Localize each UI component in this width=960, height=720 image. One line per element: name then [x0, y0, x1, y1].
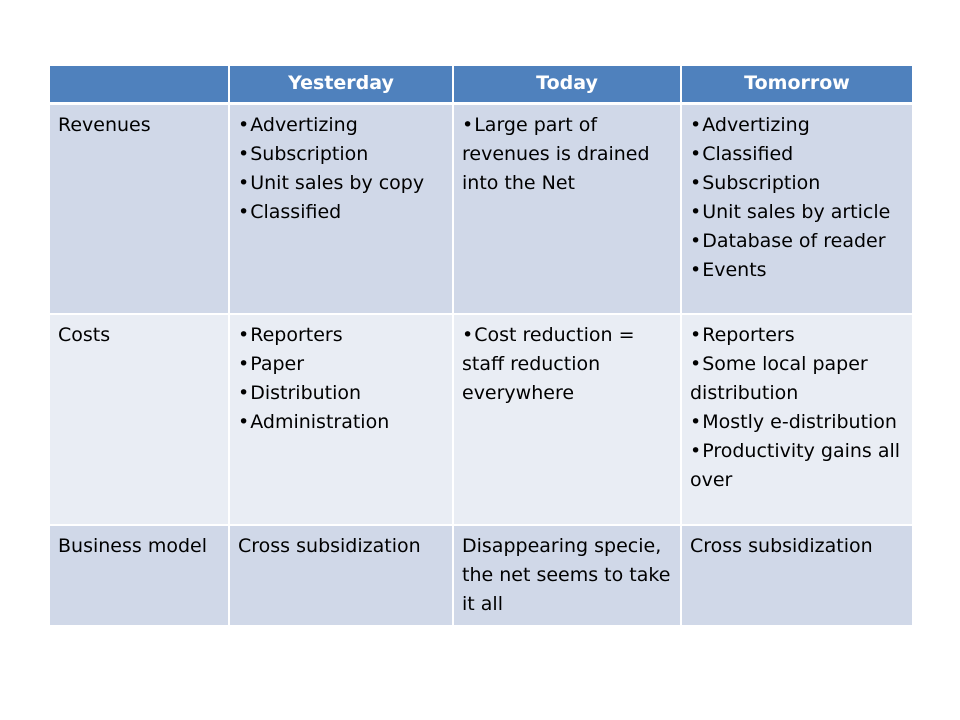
bullet-glyph: • — [690, 411, 702, 433]
header-cell-tomorrow: Tomorrow — [681, 66, 912, 103]
list-item-text: Paper — [250, 353, 305, 375]
list-item — [690, 111, 904, 140]
header-cell-empty — [50, 66, 229, 103]
list-item — [238, 140, 444, 169]
list-item — [690, 198, 904, 227]
bullet-glyph: • — [690, 171, 702, 194]
bullet-list — [690, 111, 904, 285]
bullet-glyph: • — [690, 113, 702, 136]
row-label-revenues: Revenues — [50, 103, 229, 314]
bullet-list — [238, 111, 444, 227]
list-item-text: Subscription — [250, 142, 369, 165]
row-label-costs: Costs — [50, 314, 229, 525]
bullet-glyph: • — [238, 382, 250, 404]
header-cell-yesterday: Yesterday — [229, 66, 453, 103]
list-item — [690, 227, 904, 256]
bullet-list — [238, 321, 444, 437]
list-item — [690, 169, 904, 198]
cell-costs-yesterday — [229, 314, 453, 525]
cell-business-today: Disappearing specie, the net seems to take it all — [453, 525, 681, 626]
list-item — [238, 111, 444, 140]
bullet-glyph: • — [238, 324, 250, 346]
list-item — [238, 321, 444, 350]
cell-costs-today — [453, 314, 681, 525]
list-item-text: Large part of revenues is drained into the Net — [462, 113, 650, 194]
bullet-glyph: • — [690, 200, 702, 223]
list-item — [238, 408, 444, 437]
list-item — [690, 256, 904, 285]
bullet-glyph: • — [690, 258, 702, 281]
cell-costs-tomorrow — [681, 314, 912, 525]
list-item-text: Reporters — [250, 324, 343, 346]
list-item-text: Unit sales by article — [702, 200, 891, 223]
list-item-text: Advertizing — [702, 113, 810, 136]
cell-revenues-yesterday — [229, 103, 453, 314]
list-item-text: Cost reduction = staff reduction everywhere — [462, 324, 635, 404]
cell-revenues-today — [453, 103, 681, 314]
list-item-text: Classified — [702, 142, 794, 165]
bullet-glyph: • — [462, 113, 474, 136]
list-item — [462, 321, 672, 408]
list-item-text: Database of reader — [702, 229, 886, 252]
list-item — [690, 408, 904, 437]
list-item — [690, 140, 904, 169]
list-item-text: Mostly e-distribution — [702, 411, 897, 433]
bullet-glyph: • — [238, 411, 250, 433]
header-cell-today: Today — [453, 66, 681, 103]
list-item-text: Advertizing — [250, 113, 358, 136]
list-item-text: Some local paper distribution — [690, 353, 868, 404]
list-item — [462, 111, 672, 198]
list-item-text: Events — [702, 258, 767, 281]
bullet-glyph: • — [238, 200, 250, 223]
cell-business-tomorrow: Cross subsidization — [681, 525, 912, 626]
list-item — [238, 169, 444, 198]
list-item-text: Classified — [250, 200, 342, 223]
bullet-glyph: • — [462, 324, 474, 346]
bullet-glyph: • — [238, 142, 250, 165]
list-item-text: Unit sales by copy — [250, 171, 425, 194]
list-item-text: Administration — [250, 411, 390, 433]
bullet-glyph: • — [690, 229, 702, 252]
cell-business-yesterday: Cross subsidization — [229, 525, 453, 626]
bullet-glyph: • — [238, 113, 250, 136]
table-row-costs — [50, 314, 912, 525]
list-item — [238, 379, 444, 408]
header-row — [50, 66, 912, 103]
list-item-text: Productivity gains all over — [690, 440, 901, 491]
cell-revenues-tomorrow — [681, 103, 912, 314]
table-row-revenues — [50, 103, 912, 314]
table-row-business-model — [50, 525, 912, 626]
list-item — [690, 437, 904, 495]
list-item-text: Reporters — [702, 324, 795, 346]
bullet-glyph: • — [690, 440, 702, 462]
list-item-text: Subscription — [702, 171, 821, 194]
bullet-glyph: • — [690, 324, 702, 346]
bullet-list — [462, 111, 672, 198]
list-item — [690, 350, 904, 408]
bullet-list — [690, 321, 904, 495]
comparison-table — [50, 66, 912, 627]
bullet-glyph: • — [690, 353, 702, 375]
list-item — [690, 321, 904, 350]
list-item-text: Distribution — [250, 382, 362, 404]
bullet-list — [462, 321, 672, 408]
list-item — [238, 198, 444, 227]
bullet-glyph: • — [238, 353, 250, 375]
bullet-glyph: • — [238, 171, 250, 194]
list-item — [238, 350, 444, 379]
bullet-glyph: • — [690, 142, 702, 165]
row-label-business-model: Business model — [50, 525, 229, 626]
